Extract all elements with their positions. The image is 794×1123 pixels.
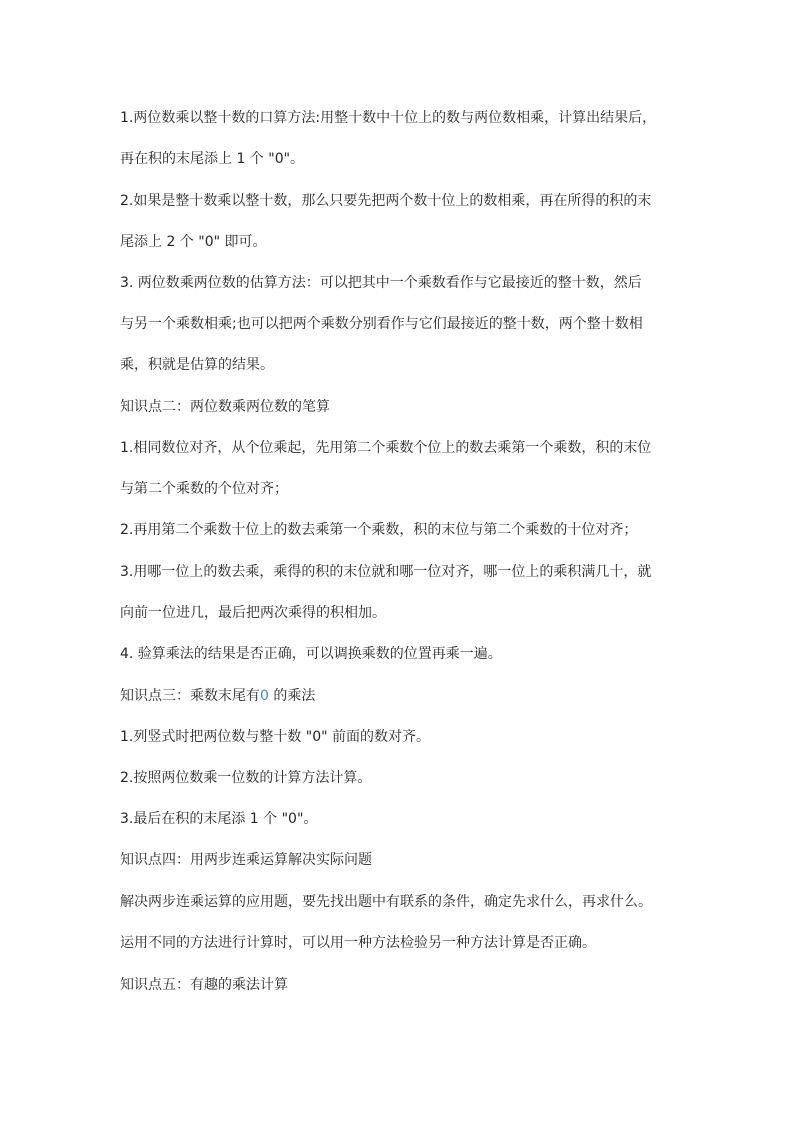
heading-zero: 0: [260, 688, 269, 704]
paragraph-line: 2.如果是整十数乘以整十数，那么只要先把两个数十位上的数相乘，再在所得的积的末: [120, 193, 652, 209]
paragraph-line: 向前一位进几，最后把两次乘得的积相加。: [120, 605, 386, 621]
paragraph-line: 2.按照两位数乘一位数的计算方法计算。: [120, 770, 372, 786]
paragraph-line: 与第二个乘数的个位对齐；: [120, 481, 288, 497]
paragraph-line: 乘，积就是估算的结果。: [120, 357, 274, 373]
section-heading: 知识点四：用两步连乘运算解决实际问题: [120, 852, 372, 868]
paragraph-line: 1.相同数位对齐，从个位乘起，先用第二个乘数个位上的数去乘第一个乘数，积的末位: [120, 440, 652, 456]
paragraph-line: 3.用哪一位上的数去乘，乘得的积的末位就和哪一位对齐，哪一位上的乘积满几十，就: [120, 564, 652, 580]
paragraph-line: 3. 两位数乘两位数的估算方法：可以把其中一个乘数看作与它最接近的整十数，然后: [120, 275, 642, 291]
paragraph-line: 再在积的末尾添上 1 个 "0"。: [120, 151, 305, 167]
paragraph-line: 1.列竖式时把两位数与整十数 "0" 前面的数对齐。: [120, 729, 431, 745]
section-heading: [120, 686, 690, 706]
paragraph-line: 1.两位数乘以整十数的口算方法:用整十数中十位上的数与两位数相乘，计算出结果后，: [120, 110, 657, 126]
heading-text: 知识点三：乘数末尾有: [120, 688, 260, 704]
paragraph-line: 运用不同的方法进行计算时，可以用一种方法检验另一种方法计算是否正确。: [120, 935, 596, 951]
heading-text: 的乘法: [268, 688, 316, 704]
paragraph-line: 3.最后在积的末尾添 1 个 "0"。: [120, 811, 318, 827]
section-heading: 知识点五：有趣的乘法计算: [120, 977, 288, 993]
paragraph-line: 4. 验算乘法的结果是否正确，可以调换乘数的位置再乘一遍。: [120, 646, 502, 662]
paragraph-line: 尾添上 2 个 "0" 即可。: [120, 234, 267, 250]
paragraph-line: 2.再用第二个乘数十位上的数去乘第一个乘数，积的末位与第二个乘数的十位对齐；: [120, 522, 638, 538]
paragraph-line: 解决两步连乘运算的应用题，要先找出题中有联系的条件，确定先求什么，再求什么。: [120, 894, 652, 910]
paragraph-line: 与另一个乘数相乘;也可以把两个乘数分别看作与它们最接近的整十数，两个整十数相: [120, 316, 643, 332]
section-heading: 知识点二：两位数乘两位数的笔算: [120, 399, 330, 415]
